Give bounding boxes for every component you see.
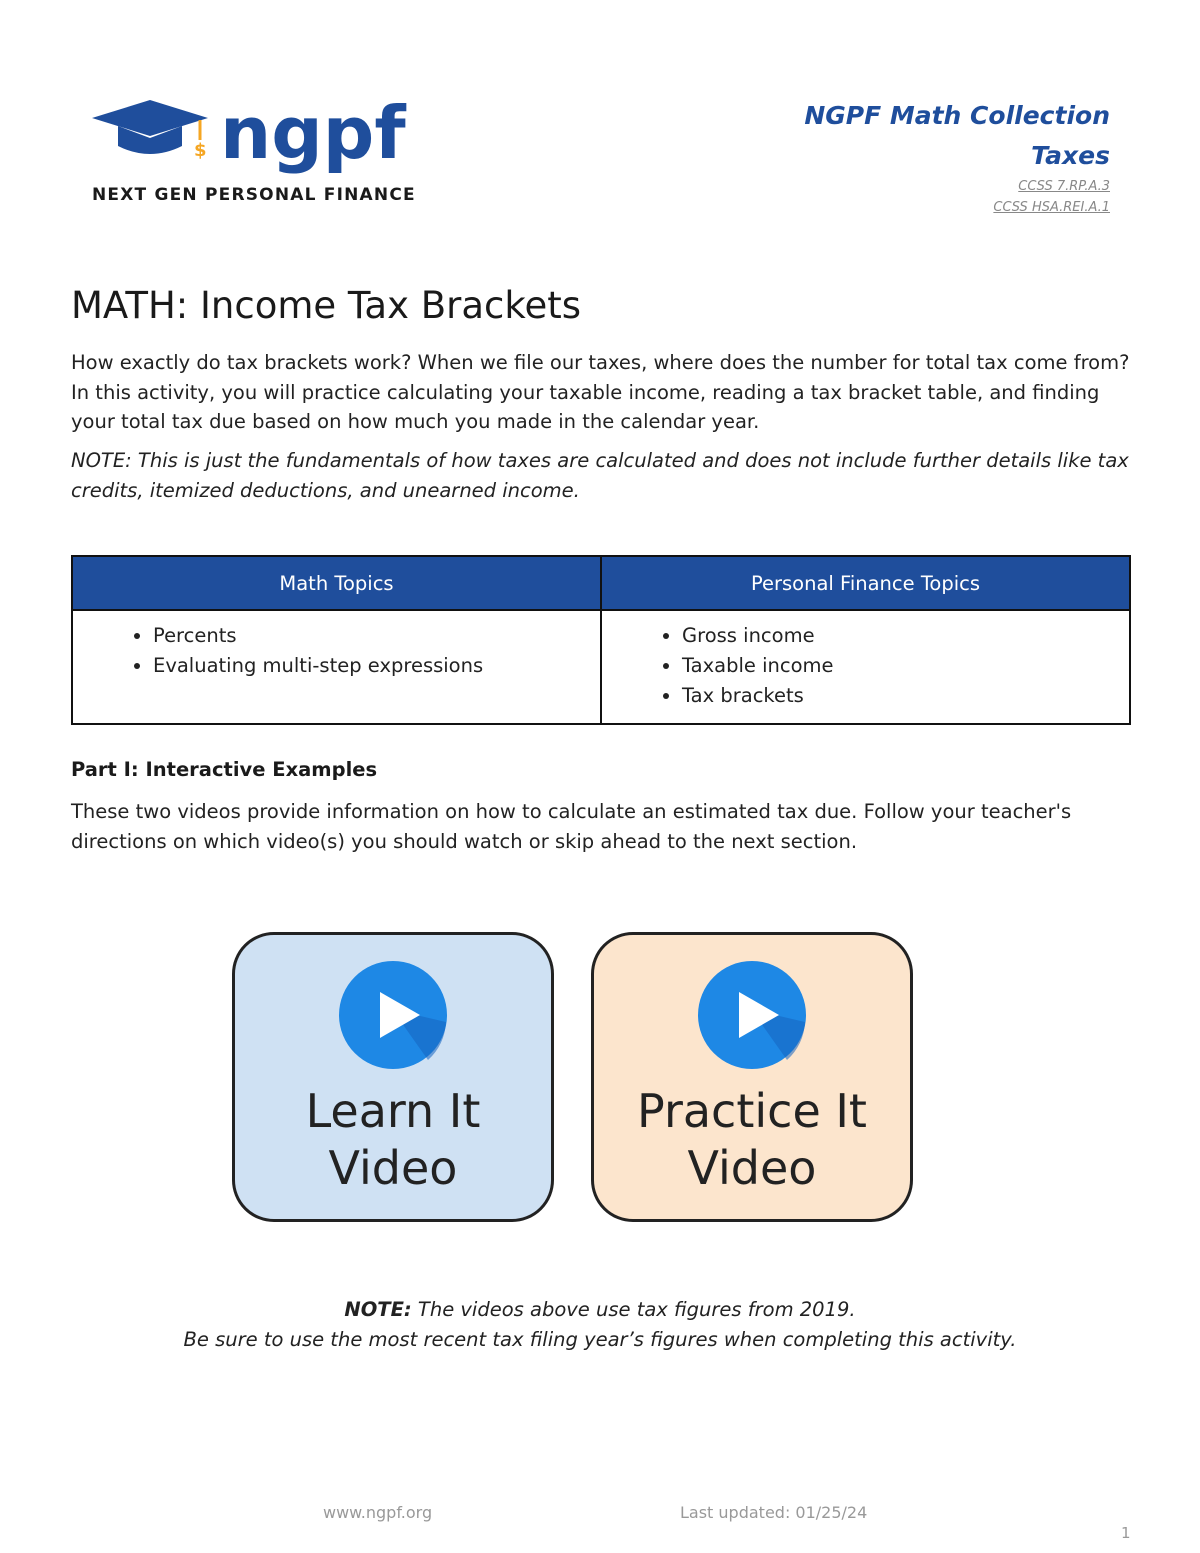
intro-paragraph: How exactly do tax brackets work? When we file our taxes, where does the number for total tax come from? In this activity, you will practice calculating your taxable income, reading a tax bracket table, and finding your total tax due based on how much you made in the calendar year. (71, 351, 1130, 433)
collection-header (804, 96, 1110, 218)
standard-link[interactable]: CCSS 7.RP.A.3 (1018, 179, 1110, 194)
list-item: • Gross income (682, 621, 1129, 651)
collection-title: NGPF Math Collection (804, 101, 1110, 130)
part1-text: These two videos provide information on how to calculate an estimated tax due. Follow your teacher's directions on which video(s) you should watch or skip ahead to the next section. (71, 800, 1072, 853)
video-label-line1: Practice It (637, 1084, 867, 1138)
play-icon (697, 960, 807, 1070)
note-label: NOTE: (344, 1298, 412, 1321)
svg-text:ngpf: ngpf (220, 91, 406, 175)
page-title: MATH: Income Tax Brackets (71, 284, 581, 327)
math-topics-cell (72, 610, 601, 724)
graduation-cap-icon (92, 100, 208, 136)
standard-link[interactable]: CCSS HSA.REI.A.1 (993, 200, 1110, 215)
collection-subject: Taxes (1031, 141, 1110, 170)
video-label-line2: Video (687, 1141, 817, 1195)
learn-it-video-button[interactable] (232, 932, 554, 1222)
math-topics-header: Math Topics (72, 556, 601, 610)
svg-text:$: $ (194, 140, 207, 161)
pf-topics-cell (601, 610, 1130, 724)
list-item: • Percents (153, 621, 600, 651)
page-number: 1 (1121, 1524, 1131, 1542)
note-paragraph: NOTE: This is just the fundamentals of how taxes are calculated and does not include further details like tax credits, itemized deductions, and unearned income. (71, 449, 1129, 502)
play-icon (338, 960, 448, 1070)
part1-heading: Part I: Interactive Examples (71, 758, 378, 781)
footer-url[interactable]: www.ngpf.org (323, 1503, 433, 1522)
pf-topics-header: Personal Finance Topics (601, 556, 1130, 610)
note-line2: Be sure to use the most recent tax filing year’s figures when completing this activity. (183, 1328, 1017, 1351)
note-line1: The videos above use tax figures from 2019. (411, 1298, 856, 1321)
practice-it-video-button[interactable] (591, 932, 913, 1222)
list-item: • Taxable income (682, 651, 1129, 681)
video-label-line2: Video (328, 1141, 458, 1195)
logo-tagline: NEXT GEN PERSONAL FINANCE (92, 185, 416, 205)
topics-table (71, 555, 1131, 725)
list-item: • Tax brackets (682, 681, 1129, 711)
video-label-line1: Learn It (305, 1084, 481, 1138)
list-item: • Evaluating multi-step expressions (153, 651, 600, 681)
video-note (0, 1295, 1200, 1355)
footer-updated: Last updated: 01/25/24 (680, 1503, 868, 1522)
